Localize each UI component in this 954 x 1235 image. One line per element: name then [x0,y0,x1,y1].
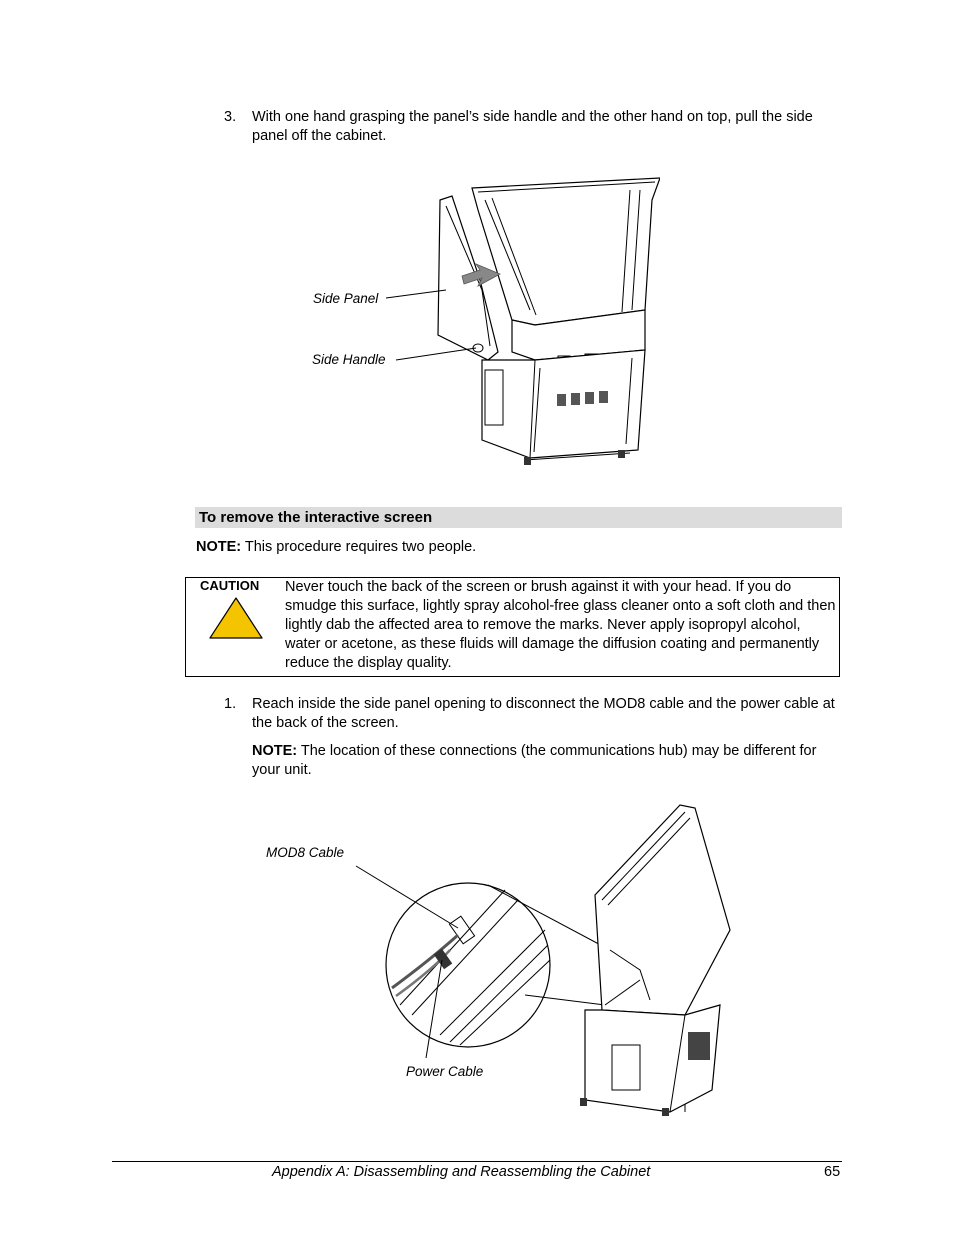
warning-triangle-icon [208,596,264,640]
step-note [252,742,842,780]
cable-connections-illustration [340,800,740,1120]
side-handle-callout: Side Handle [312,352,386,367]
caution-label: CAUTION [200,578,260,593]
step-text: Reach inside the side panel opening to disconnect the MOD8 cable and the power cable at the back of the screen. [252,696,835,731]
note [196,538,476,557]
footer-rule [112,1161,842,1162]
step-number: 1. [224,696,237,712]
step-number: 3. [224,109,237,125]
page-number: 65 [824,1164,841,1180]
section-heading: To remove the interactive screen [199,509,433,526]
note-text: The location of these connections (the communications hub) may be different for your unit. [252,743,817,778]
note-label: NOTE: [252,743,298,759]
note-label: NOTE: [196,539,242,555]
side-panel-callout: Side Panel [313,291,379,306]
mod8-cable-callout: MOD8 Cable [266,845,345,860]
footer-title: Appendix A: Disassembling and Reassembling the Cabinet [272,1164,651,1180]
step-text: With one hand grasping the panel’s side handle and the other hand on top, pull the side panel off the cabinet. [252,109,813,144]
power-cable-callout: Power Cable [406,1064,484,1079]
cabinet-side-panel-illustration [300,170,660,470]
note-text: This procedure requires two people. [241,539,477,555]
caution-text: Never touch the back of the screen or brush against it with your head. If you do smudge this surface, lightly spray alcohol-free glass cleaner onto a soft cloth and then lightly dab the affected area to remove the marks. Never apply isopropyl alcohol, water or acetone, as these fluids will damage the diffusion coating and permanently reduce the display quality. [285,579,836,671]
